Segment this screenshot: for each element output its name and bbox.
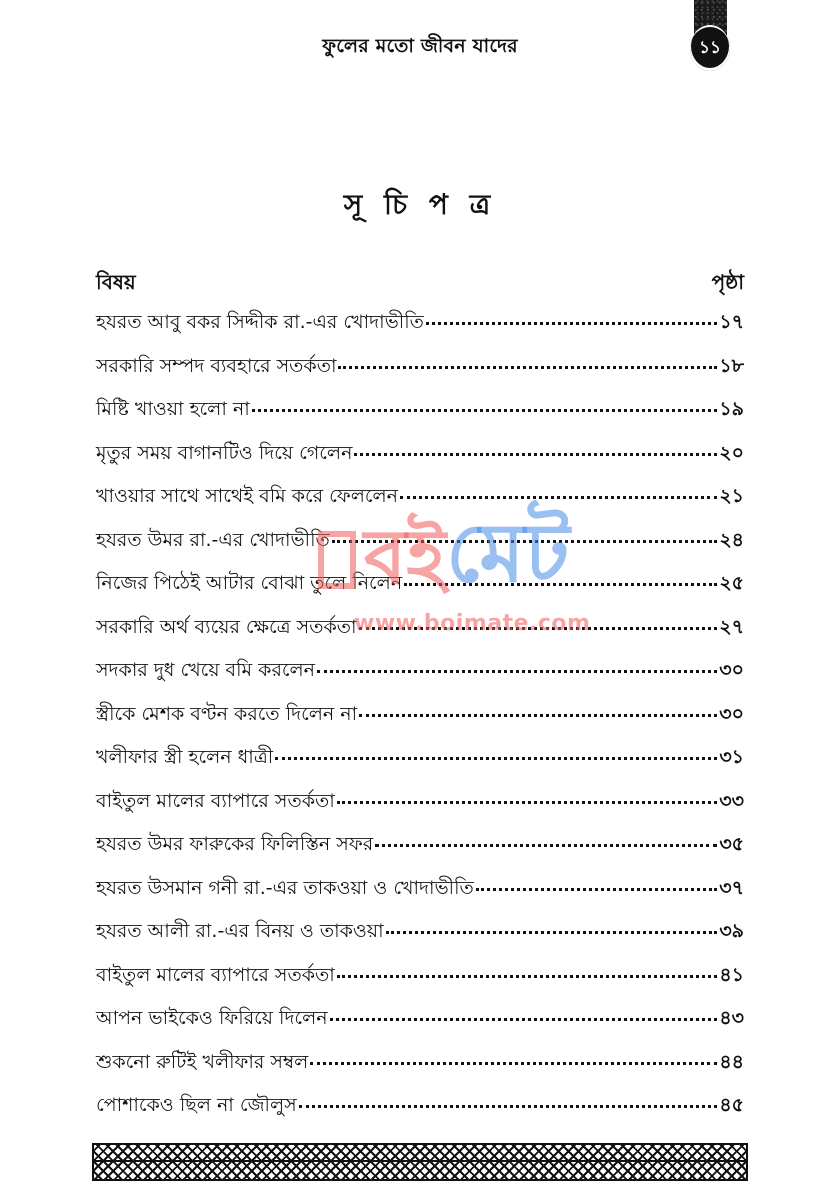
- toc-entry[interactable]: [96, 700, 744, 744]
- toc-entry-page: ৩০: [719, 702, 744, 725]
- toc-entry-title: সরকারি অর্থ ব্যয়ের ক্ষেত্রে সতর্কতা: [96, 615, 357, 638]
- toc-entry-title: বাইতুল মালের ব্যাপারে সতর্কতা: [96, 963, 335, 986]
- watermark-text-blue: মেট: [446, 506, 570, 601]
- toc-entry-title: হযরত উমর ফারুকের ফিলিস্তিন সফর: [96, 833, 374, 855]
- toc-entry[interactable]: [96, 830, 744, 874]
- toc-entry-title: বাইতুল মালের ব্যাপারে সতর্কতা: [96, 789, 335, 812]
- toc-entry[interactable]: [96, 743, 744, 787]
- toc-entry[interactable]: [96, 439, 744, 483]
- toc-entry-page: ৩৫: [719, 833, 744, 855]
- toc-entry-page: ৪১: [719, 963, 744, 986]
- toc-entry[interactable]: [96, 613, 744, 657]
- toc-entry[interactable]: [96, 482, 744, 526]
- dot-leader: [476, 888, 717, 891]
- toc-entry-page: ৩৯: [719, 920, 744, 942]
- toc-entry-title: শুকনো রুটিই খলীফার সম্বল: [96, 1050, 309, 1073]
- watermark-text-red: বই: [364, 512, 446, 601]
- toc-title: সূ চি প ত্র: [343, 188, 497, 221]
- toc-entry[interactable]: [96, 352, 744, 396]
- toc-entry-title: মৃতুর সময় বাগানটিও দিয়ে গেলেন: [96, 441, 353, 464]
- toc-entry-page: ৩৭: [719, 876, 744, 899]
- toc-entry-title: হযরত আবু বকর সিদ্দীক রা.-এর খোদাভীতি: [96, 311, 424, 333]
- toc-entry[interactable]: [96, 1004, 744, 1048]
- toc-entry-page: ২০: [719, 441, 744, 464]
- toc-entry[interactable]: [96, 787, 744, 831]
- dot-leader: [337, 975, 718, 978]
- toc-entry[interactable]: [96, 961, 744, 1005]
- dot-leader: [359, 714, 717, 717]
- toc-entry-page: ১৭: [719, 311, 744, 333]
- running-header: ফুলের মতো জীবন যাদের: [322, 35, 518, 57]
- toc-entry-page: ২৭: [719, 615, 744, 638]
- toc-entry-title: পোশাকেও ছিল না জৌলুস: [96, 1094, 297, 1116]
- toc-entry-title: নিজের পিঠেই আটার বোঝা তুলে নিলেন: [96, 572, 403, 594]
- toc-entry-page: ৩৩: [719, 789, 744, 812]
- toc-entry-title: সরকারি সম্পদ ব্যবহারে সতর্কতা: [96, 354, 337, 377]
- decorative-knot-border: [92, 1143, 748, 1181]
- toc-entry-title: খাওয়ার সাথে সাথেই বমি করে ফেললেন: [96, 485, 399, 507]
- toc-entry-page: ৩০: [719, 659, 744, 681]
- dot-leader: [426, 322, 717, 325]
- dot-leader: [386, 931, 718, 934]
- dot-leader: [317, 670, 717, 673]
- toc-entry-title: স্ত্রীকে মেশক বণ্টন করতে দিলেন না: [96, 702, 358, 725]
- toc-entry[interactable]: [96, 656, 744, 700]
- toc-entry[interactable]: [96, 1048, 744, 1092]
- toc-entry-page: ৩১: [719, 746, 744, 768]
- toc-entry-title: হযরত আলী রা.-এর বিনয় ও তাকওয়া: [96, 920, 384, 942]
- dot-leader: [338, 366, 717, 369]
- watermark-url: www.boimate.com: [354, 611, 591, 636]
- toc-entry[interactable]: [96, 308, 744, 352]
- dot-leader: [354, 453, 717, 456]
- toc-entry-page: ২৫: [719, 572, 744, 594]
- toc-entry-page: ২১: [719, 485, 744, 507]
- dot-leader: [404, 583, 717, 586]
- dot-leader: [375, 844, 717, 847]
- toc-entry-title: সদকার দুধ খেয়ে বমি করলেন: [96, 659, 316, 681]
- toc-entry[interactable]: [96, 1091, 744, 1135]
- toc-entry-page: ৪৫: [719, 1094, 744, 1116]
- dot-leader: [252, 409, 718, 412]
- toc-entry-title: খলীফার স্ত্রী হলেন ধাত্রী: [96, 746, 274, 768]
- dot-leader: [359, 627, 718, 630]
- toc-entry[interactable]: [96, 569, 744, 613]
- toc-entry[interactable]: [96, 526, 744, 570]
- toc-entry-page: ৪৪: [719, 1050, 744, 1073]
- toc-entry[interactable]: [96, 874, 744, 918]
- toc-entry-page: ২৪: [719, 528, 744, 551]
- dot-leader: [310, 1062, 717, 1065]
- toc-entry-title: হযরত উমর রা.-এর খোদাভীতি: [96, 528, 330, 551]
- column-header-topic: বিষয়: [96, 270, 136, 294]
- toc-entry-title: হযরত উসমান গনী রা.-এর তাকওয়া ও খোদাভীতি: [96, 876, 474, 899]
- toc-entry-page: ৪৩: [719, 1007, 744, 1029]
- dot-leader: [275, 757, 717, 760]
- toc-list: [96, 308, 744, 1135]
- dot-leader: [332, 540, 718, 543]
- column-header-page: পৃষ্ঠা: [711, 270, 744, 294]
- toc-entry-title: মিষ্টি খাওয়া হলো না: [96, 398, 250, 420]
- dot-leader: [330, 1018, 718, 1021]
- toc-entry-page: ১৯: [719, 398, 744, 420]
- toc-entry[interactable]: [96, 395, 744, 439]
- toc-entry-page: ১৮: [719, 354, 744, 377]
- page-number-badge: ১১: [690, 25, 730, 71]
- dot-leader: [337, 801, 718, 804]
- toc-entry-title: আপন ভাইকেও ফিরিয়ে দিলেন: [96, 1007, 328, 1029]
- dot-leader: [400, 496, 717, 499]
- toc-entry[interactable]: [96, 917, 744, 961]
- dot-leader: [299, 1105, 718, 1108]
